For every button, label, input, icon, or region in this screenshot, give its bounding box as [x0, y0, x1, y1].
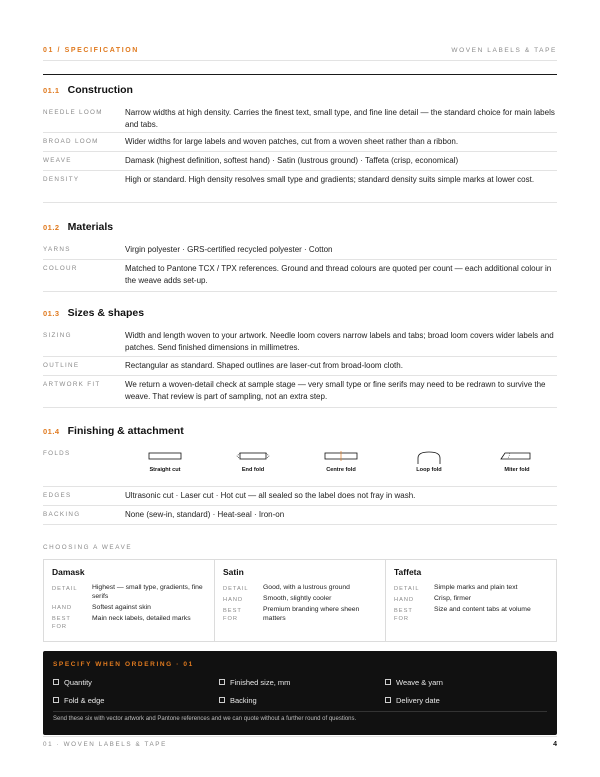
- card-detail: Simple marks and plain text: [434, 584, 518, 591]
- section-number: 01.3: [43, 309, 60, 318]
- weave-card-taffeta: [386, 560, 556, 641]
- row-text: We return a woven-detail check at sample stage — very small type or fine serifs may need to be redrawn to survive the weave. That review is part of sampling, not an extra step.: [125, 380, 546, 401]
- card-key: DETAIL: [394, 585, 420, 592]
- fold-label: Centre fold: [326, 467, 356, 473]
- order-title: SPECIFY WHEN ORDERING · 01: [53, 661, 194, 668]
- header-section-label: 01 / SPECIFICATION: [43, 46, 139, 54]
- section-finishing: [43, 425, 557, 525]
- checklist-label: Delivery date: [396, 695, 440, 705]
- card-best-for: Size and content tabs at volume: [434, 606, 531, 613]
- checklist-item[interactable]: [219, 695, 385, 705]
- fold-label: Loop fold: [416, 467, 442, 473]
- fold-end-fold: [213, 451, 293, 473]
- card-best-for: Premium branding where sheen matters: [263, 606, 360, 622]
- weave-comparison: [43, 559, 557, 642]
- fold-label: Miter fold: [504, 467, 530, 473]
- checklist-item[interactable]: [53, 677, 219, 687]
- checklist-label: Weave & yarn: [396, 677, 443, 687]
- card-key: BEST FOR: [394, 607, 413, 622]
- loop-fold-icon: [412, 451, 446, 465]
- header-product-label: WOVEN LABELS & TAPE: [451, 46, 557, 54]
- spec-row: [43, 104, 557, 133]
- section-title: Sizes & shapes: [67, 307, 145, 319]
- row-text: High or standard. High density resolves small type and gradients; standard density suits simple marks at lower cost.: [125, 175, 535, 184]
- fold-label: Straight cut: [149, 467, 181, 473]
- page-number: 4: [553, 740, 557, 748]
- fold-label: End fold: [241, 467, 265, 473]
- row-label: COLOUR: [43, 265, 78, 272]
- miter-fold-icon: [500, 451, 534, 461]
- spec-row: [43, 506, 557, 525]
- row-text: Ultrasonic cut · Laser cut · Hot cut — all sealed so the label does not fray in wash.: [125, 491, 416, 500]
- card-hand: Crisp, firmer: [434, 595, 472, 602]
- card-key: HAND: [394, 596, 415, 603]
- row-text: Wider widths for large labels and woven patches, cut from a woven sheet rather than a ribbon.: [125, 137, 459, 146]
- straight-cut-icon: [148, 451, 182, 461]
- row-label: BACKING: [43, 511, 81, 518]
- spec-row: [43, 357, 557, 376]
- weave-card-satin: [215, 560, 386, 641]
- checklist-item[interactable]: [53, 695, 219, 705]
- footer-divider: [43, 736, 557, 737]
- checkbox-icon[interactable]: [385, 697, 391, 703]
- card-key: HAND: [223, 596, 244, 603]
- order-divider: [53, 711, 547, 712]
- card-hand: Softest against skin: [92, 603, 151, 611]
- choosing-weave-label: CHOOSING A WEAVE: [43, 544, 133, 551]
- section-number: 01.1: [43, 86, 60, 95]
- card-best-for: Main neck labels, detailed marks: [92, 614, 191, 622]
- row-label: OUTLINE: [43, 362, 80, 369]
- row-label: ARTWORK FIT: [43, 381, 101, 388]
- page-footer: [43, 739, 557, 749]
- end-fold-icon: [236, 451, 270, 461]
- weave-card-damask: [44, 560, 215, 641]
- section-title: Finishing & attachment: [67, 425, 184, 437]
- checklist-item[interactable]: [385, 677, 547, 687]
- checkbox-icon[interactable]: [219, 679, 225, 685]
- section-title: Materials: [67, 221, 114, 233]
- row-text: Damask (highest definition, softest hand) · Satin (lustrous ground) · Taffeta (crisp, economical): [125, 156, 459, 165]
- row-label: NEEDLE LOOM: [43, 109, 103, 116]
- spec-page: [43, 0, 557, 777]
- spec-row: [43, 260, 557, 292]
- card-detail: Highest — small type, gradients, fine serifs: [92, 584, 203, 600]
- row-label: EDGES: [43, 492, 72, 499]
- fold-miter-fold: [477, 451, 557, 473]
- row-text: Matched to Pantone TCX / TPX references. Ground and thread colours are quoted per count — each additional colour in the weave adds set-up.: [125, 264, 552, 285]
- centre-fold-icon: [324, 451, 358, 461]
- row-text: Width and length woven to your artwork. Needle loom covers narrow labels and tabs; broad loom covers wider labels and patches. Send finished dimensions in millimetres.: [125, 331, 554, 352]
- row-text: Narrow widths at high density. Carries the finest text, small type, and fine line detail — the standard choice for main labels and tabs.: [125, 108, 555, 129]
- card-key: BEST FOR: [52, 616, 71, 630]
- fold-centre-fold: [301, 451, 381, 473]
- checklist-item[interactable]: [219, 677, 385, 687]
- spec-row: [43, 133, 557, 152]
- header-divider: [43, 60, 557, 61]
- row-label: SIZING: [43, 332, 72, 339]
- spec-row: [43, 171, 557, 203]
- section-number: 01.4: [43, 427, 60, 436]
- card-key: DETAIL: [52, 585, 78, 592]
- content-divider: [43, 74, 557, 75]
- card-hand: Smooth, slightly cooler: [263, 595, 332, 602]
- row-label: BROAD LOOM: [43, 138, 99, 145]
- order-checklist: [53, 677, 547, 705]
- card-title: Damask: [52, 567, 85, 577]
- row-label: DENSITY: [43, 176, 80, 183]
- order-note: Send these six with vector artwork and Pantone references and we can quote without a further round of questions.: [53, 716, 357, 722]
- checkbox-icon[interactable]: [219, 697, 225, 703]
- row-label: YARNS: [43, 246, 71, 253]
- footer-label: 01 · WOVEN LABELS & TAPE: [43, 740, 167, 748]
- spec-row: [43, 241, 557, 260]
- section-number: 01.2: [43, 223, 60, 232]
- fold-loop-fold: [389, 451, 469, 473]
- checkbox-icon[interactable]: [53, 679, 59, 685]
- row-text: Virgin polyester · GRS-certified recycled polyester · Cotton: [125, 245, 333, 254]
- card-detail: Good, with a lustrous ground: [263, 584, 350, 591]
- card-title: Taffeta: [394, 567, 422, 577]
- row-text: Rectangular as standard. Shaped outlines are laser-cut from broad-loom cloth.: [125, 361, 403, 370]
- checklist-item[interactable]: [385, 695, 547, 705]
- checklist-label: Finished size, mm: [230, 677, 291, 687]
- card-title: Satin: [223, 567, 244, 577]
- checkbox-icon[interactable]: [385, 679, 391, 685]
- checklist-label: Backing: [230, 695, 257, 705]
- spec-row: [43, 327, 557, 357]
- section-construction: [43, 84, 557, 203]
- row-label: FOLDS: [43, 450, 71, 457]
- folds-row: [43, 445, 557, 487]
- card-key: HAND: [52, 605, 73, 611]
- checklist-label: Quantity: [64, 677, 92, 687]
- spec-row: [43, 487, 557, 506]
- row-label: WEAVE: [43, 157, 72, 164]
- card-key: BEST FOR: [223, 607, 242, 622]
- card-key: DETAIL: [223, 585, 249, 592]
- spec-row: [43, 152, 557, 171]
- section-materials: [43, 221, 557, 292]
- order-checklist-panel: [43, 651, 557, 735]
- row-text: None (sew-in, standard) · Heat-seal · Iron-on: [125, 510, 285, 519]
- checklist-label: Fold & edge: [64, 695, 105, 705]
- section-title: Construction: [67, 84, 133, 96]
- spec-row: [43, 376, 557, 408]
- section-sizes: [43, 307, 557, 408]
- page-header: [43, 44, 557, 56]
- checkbox-icon[interactable]: [53, 697, 59, 703]
- fold-straight-cut: [125, 451, 205, 473]
